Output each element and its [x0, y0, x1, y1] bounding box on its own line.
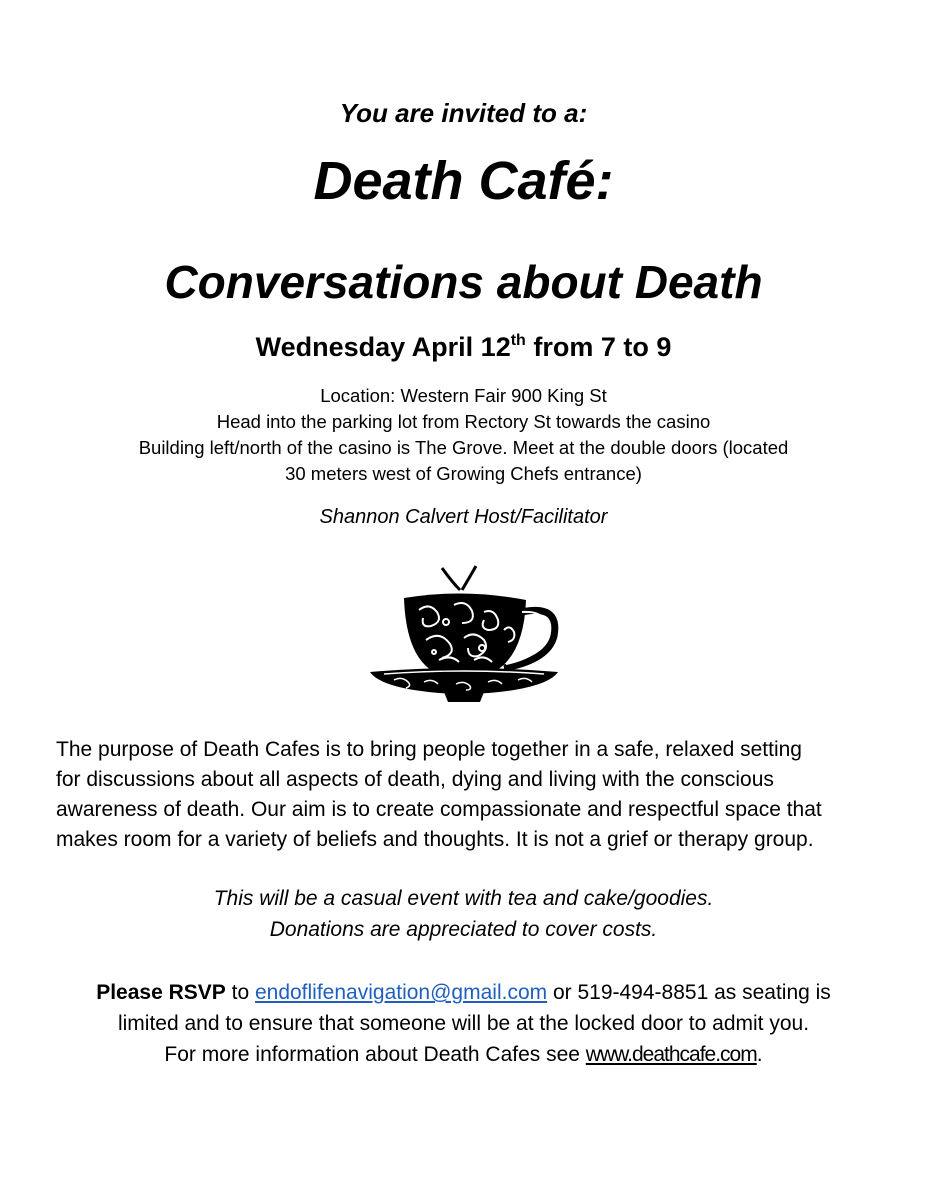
event-time: from 7 to 9 — [525, 332, 672, 362]
casual-line-2: Donations are appreciated to cover costs. — [269, 918, 658, 941]
casual-event-note — [0, 883, 927, 945]
location-line-1: Location: Western Fair 900 King St — [320, 385, 607, 406]
rsvp-phone-text: or 519-494-8851 as seating is — [547, 981, 831, 1004]
purpose-line-2: for discussions about all aspects of death, dying and living with the conscious — [56, 768, 774, 791]
location-block — [0, 383, 927, 487]
host-line: Shannon Calvert Host/Facilitator — [319, 506, 608, 528]
purpose-paragraph — [56, 735, 876, 855]
casual-line-1: This will be a casual event with tea and cake/goodies. — [213, 887, 714, 910]
more-info-period: . — [756, 1043, 763, 1066]
invite-line: You are invited to a: — [339, 98, 588, 128]
purpose-line-3: awareness of death. Our aim is to create compassionate and respectful space that — [56, 798, 822, 821]
rsvp-line-3 — [0, 1039, 927, 1070]
rsvp-block — [0, 977, 927, 1070]
rsvp-line-1 — [0, 977, 927, 1008]
deathcafe-website-link[interactable]: www.deathcafe.com — [585, 1043, 757, 1066]
rsvp-line-2: limited and to ensure that someone will be at the locked door to admit you. — [117, 1012, 810, 1035]
rsvp-to: to — [225, 981, 255, 1004]
rsvp-label: Please RSVP — [96, 981, 226, 1004]
location-line-4: 30 meters west of Growing Chefs entrance) — [285, 463, 642, 484]
teacup-illustration-icon — [364, 560, 564, 705]
more-info-text: For more information about Death Cafes see — [164, 1043, 586, 1066]
location-line-3: Building left/north of the casino is The Grove. Meet at the double doors (located — [138, 437, 789, 458]
event-date — [0, 332, 927, 363]
purpose-line-4: makes room for a variety of beliefs and thoughts. It is not a grief or therapy group. — [56, 828, 814, 851]
event-date-suffix: th — [510, 332, 526, 349]
page-subtitle: Conversations about Death — [164, 256, 763, 308]
event-date-prefix: Wednesday April 12 — [255, 332, 511, 362]
rsvp-email-link[interactable]: endoflifenavigation@gmail.com — [254, 981, 548, 1004]
purpose-line-1: The purpose of Death Cafes is to bring people together in a safe, relaxed setting — [56, 738, 802, 761]
page-title: Death Café: — [313, 151, 614, 211]
location-line-2: Head into the parking lot from Rectory St towards the casino — [216, 411, 711, 432]
